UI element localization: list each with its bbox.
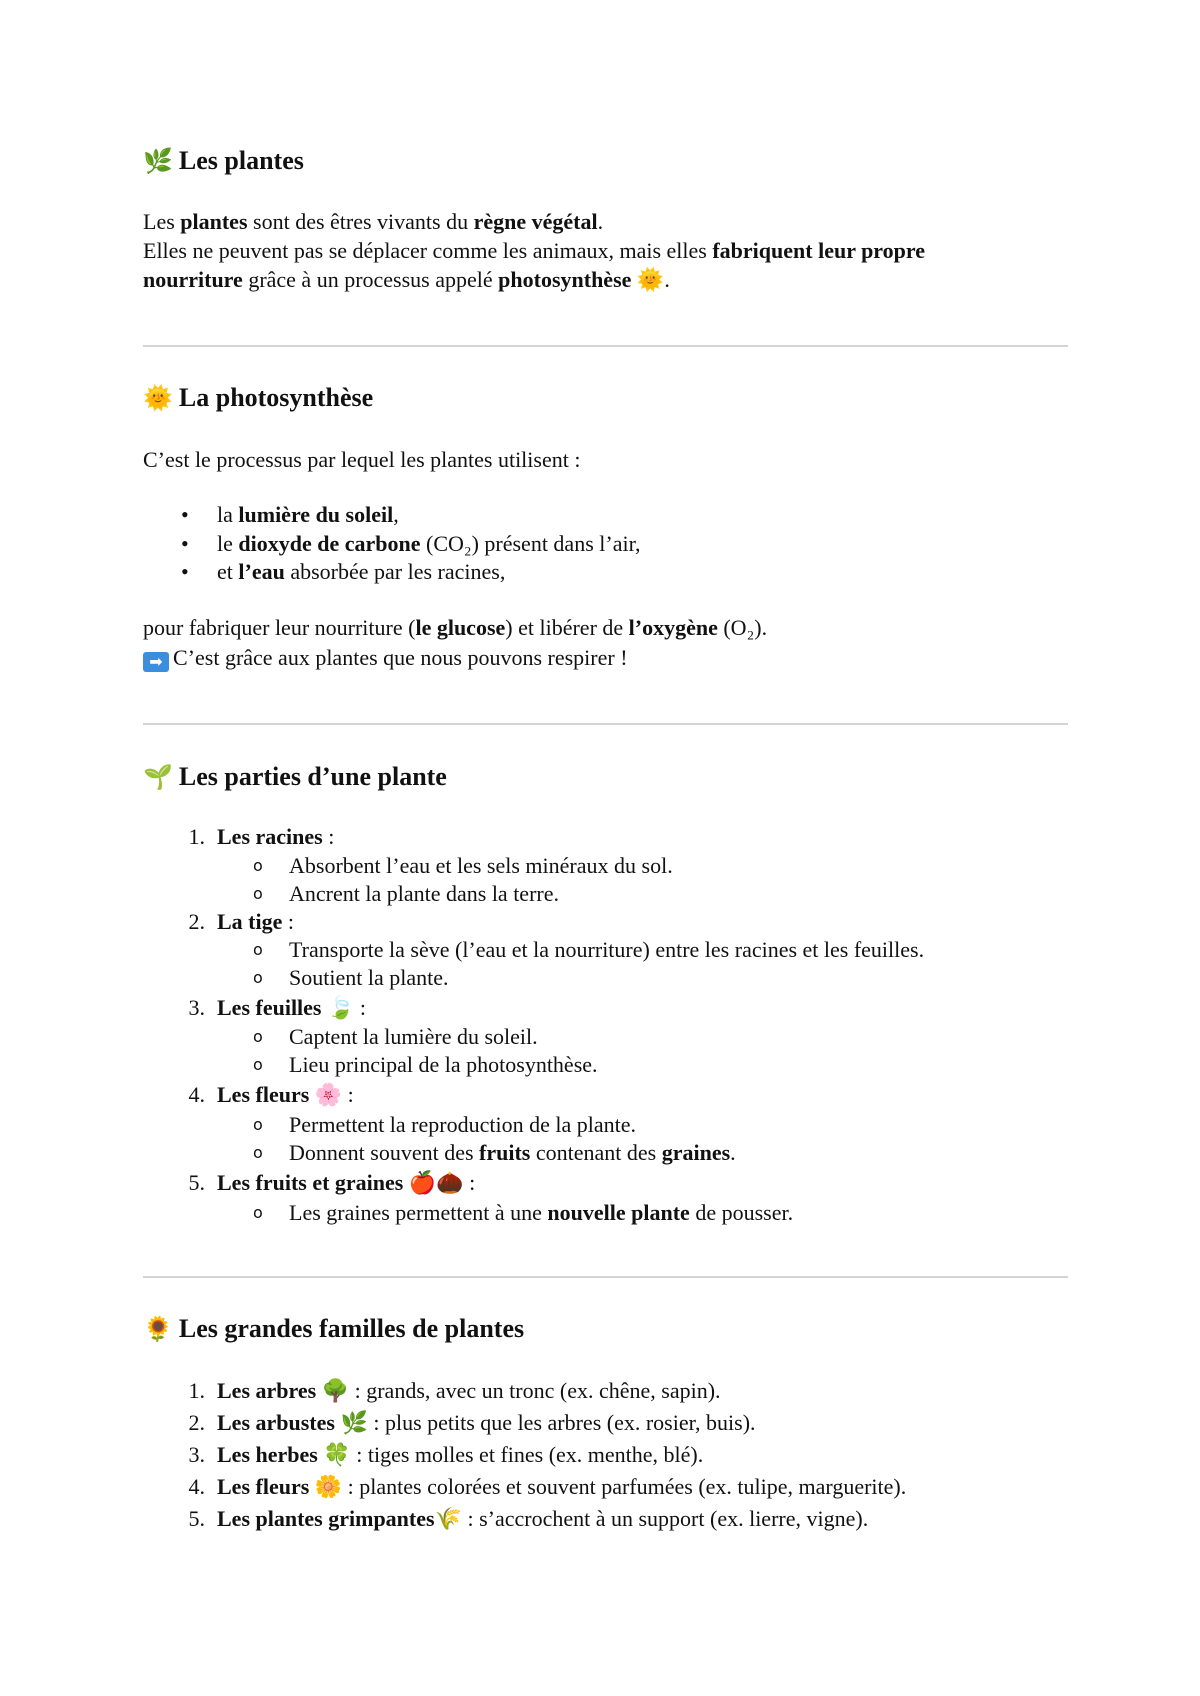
sub-item <box>143 1050 598 1079</box>
bold-text: La tige <box>217 909 283 934</box>
circle-marker: o <box>253 1055 263 1074</box>
bold-text: Les feuilles <box>217 995 322 1020</box>
text: . <box>664 267 670 292</box>
bold-text: fabriquent leur propre <box>712 238 926 263</box>
bold-text: Les arbres <box>217 1378 317 1403</box>
herb-icon: 🌿 <box>143 147 173 175</box>
numbered-item <box>143 993 366 1022</box>
circle-marker: o <box>253 856 263 875</box>
text: Permettent la reproduction de la plante. <box>289 1112 636 1137</box>
paragraph-line <box>143 613 767 642</box>
list-item <box>143 500 399 529</box>
sub-item <box>143 935 924 964</box>
leaf-icon: 🍃 <box>327 996 355 1021</box>
bold-text: l’oxygène <box>628 615 718 640</box>
sun-icon: 🌞 <box>143 384 173 412</box>
bold-text: Les fleurs <box>217 1474 310 1499</box>
paragraph-line <box>143 265 670 294</box>
text: le <box>217 531 239 556</box>
numbered-item <box>143 1504 868 1533</box>
text: Ancrent la plante dans la terre. <box>289 881 559 906</box>
text: la <box>217 502 239 527</box>
bold-text: le glucose <box>415 615 506 640</box>
number-marker: 2. <box>188 1410 205 1435</box>
numbered-item <box>143 1472 906 1501</box>
text: Captent la lumière du soleil. <box>289 1024 538 1049</box>
bullet-marker: • <box>181 559 189 584</box>
text: : plantes colorées et souvent parfumées (ex. tulipe, marguerite). <box>342 1474 907 1499</box>
arrow-right-icon: ➡ <box>143 652 169 672</box>
bold-text: l’eau <box>238 559 285 584</box>
heading-text: Les plantes <box>178 146 304 175</box>
bullet-marker: • <box>181 502 189 527</box>
text: : plus petits que les arbres (ex. rosier, buis). <box>367 1410 756 1435</box>
paragraph-line <box>143 236 925 265</box>
sub-item <box>143 879 559 908</box>
tree-icon: 🌳 <box>321 1379 350 1404</box>
bold-text: Les arbustes <box>217 1410 335 1435</box>
vine-icon: 🌾 <box>434 1507 462 1532</box>
bold-text: fruits <box>479 1140 531 1165</box>
bold-text: graines <box>661 1140 731 1165</box>
bold-text: plantes <box>180 209 248 234</box>
horizontal-rule <box>143 345 1068 347</box>
number-marker: 4. <box>188 1474 205 1499</box>
bold-text: lumière du soleil <box>238 502 394 527</box>
blossom-icon: 🌸 <box>314 1083 343 1108</box>
text: Les graines permettent à une <box>289 1200 548 1225</box>
sub-item <box>143 1138 736 1167</box>
text: Soutient la plante. <box>289 965 449 990</box>
text: contenant des <box>530 1140 662 1165</box>
text: Transporte la sève (l’eau et la nourriture) entre les racines et les feuilles. <box>289 937 925 962</box>
text: Absorbent l’eau et les sels minéraux du sol. <box>289 853 673 878</box>
list-item <box>143 529 641 558</box>
sub-item <box>143 851 673 880</box>
bold-text: Les plantes grimpantes <box>217 1506 435 1531</box>
text: Lieu principal de la photosynthèse. <box>289 1052 598 1077</box>
heading-les-plantes <box>143 146 304 176</box>
text: Donnent souvent des <box>289 1140 480 1165</box>
sub-item <box>143 1022 538 1051</box>
bold-text: dioxyde de carbone <box>238 531 421 556</box>
number-marker: 4. <box>188 1082 205 1107</box>
numbered-item <box>143 1168 475 1197</box>
circle-marker: o <box>253 1203 263 1222</box>
number-marker: 2. <box>188 909 205 934</box>
sub-item <box>143 1198 793 1227</box>
numbered-item <box>143 1376 721 1405</box>
text: absorbée par les racines, <box>284 559 506 584</box>
bold-text: Les fruits et graines <box>217 1170 404 1195</box>
seedling-icon: 🌱 <box>143 763 173 791</box>
text: , <box>393 502 399 527</box>
paragraph-line <box>143 643 628 672</box>
heading-photosynthese <box>143 383 373 413</box>
text: : grands, avec un tronc (ex. chêne, sapin). <box>349 1378 721 1403</box>
heading-parties-plante <box>143 762 447 792</box>
text: pour fabriquer leur nourriture ( <box>143 615 416 640</box>
herb-icon: 🌿 <box>340 1411 368 1436</box>
number-marker: 1. <box>188 824 205 849</box>
heading-text: Les parties d’une plante <box>178 762 447 791</box>
horizontal-rule <box>143 723 1068 725</box>
daisy-icon: 🌼 <box>314 1475 343 1500</box>
numbered-item <box>143 907 294 936</box>
heading-text: Les grandes familles de plantes <box>178 1314 525 1343</box>
list-item <box>143 557 505 586</box>
bold-text: Les herbes <box>217 1442 318 1467</box>
paragraph-line <box>143 207 603 236</box>
numbered-item <box>143 822 334 851</box>
numbered-item <box>143 1440 703 1469</box>
circle-marker: o <box>253 1143 263 1162</box>
chestnut-icon: 🌰 <box>436 1171 464 1196</box>
bold-text: nouvelle plante <box>547 1200 690 1225</box>
number-marker: 5. <box>188 1170 205 1195</box>
number-marker: 5. <box>188 1506 205 1531</box>
text: : <box>463 1170 476 1195</box>
bold-text: Les fleurs <box>217 1082 310 1107</box>
number-marker: 3. <box>188 995 205 1020</box>
text: . <box>730 1140 736 1165</box>
text: grâce à un processus appelé <box>242 267 499 292</box>
bullet-marker: • <box>181 531 189 556</box>
circle-marker: o <box>253 884 263 903</box>
heading-text: La photosynthèse <box>178 383 374 412</box>
apple-icon: 🍎 <box>408 1171 437 1196</box>
text: : <box>354 995 367 1020</box>
number-marker: 1. <box>188 1378 205 1403</box>
text: ) et libérer de <box>505 615 629 640</box>
sub-item <box>143 963 448 992</box>
bold-text: nourriture <box>143 267 243 292</box>
text: de pousser. <box>689 1200 794 1225</box>
sub-item <box>143 1110 636 1139</box>
circle-marker: o <box>253 940 263 959</box>
text: : <box>342 1082 354 1107</box>
number-marker: 3. <box>188 1442 205 1467</box>
text: C’est grâce aux plantes que nous pouvons respirer ! <box>173 645 628 670</box>
paragraph-line: C’est le processus par lequel les plantes utilisent : <box>143 447 581 472</box>
text: . <box>597 209 604 234</box>
circle-marker: o <box>253 1027 263 1046</box>
text: et <box>217 559 239 584</box>
text: Elles ne peuvent pas se déplacer comme les animaux, mais elles <box>143 238 713 263</box>
text: : <box>322 824 335 849</box>
text: (CO₂) présent dans l’air, <box>420 531 641 556</box>
heading-grandes-familles <box>143 1314 524 1344</box>
text: Les <box>143 209 181 234</box>
sun-icon: 🌞 <box>636 268 665 293</box>
text: : tiges molles et fines (ex. menthe, blé). <box>350 1442 704 1467</box>
numbered-item <box>143 1080 354 1109</box>
horizontal-rule <box>143 1276 1068 1278</box>
bold-text: photosynthèse <box>498 267 632 292</box>
sunflower-icon: 🌻 <box>143 1315 173 1343</box>
bold-text: règne végétal <box>473 209 598 234</box>
circle-marker: o <box>253 1115 263 1134</box>
text: : s’accrochent à un support (ex. lierre, vigne). <box>461 1506 869 1531</box>
text: (O₂). <box>717 615 768 640</box>
text: sont des êtres vivants du <box>247 209 474 234</box>
circle-marker: o <box>253 968 263 987</box>
clover-icon: 🍀 <box>323 1443 351 1468</box>
text: : <box>282 909 295 934</box>
numbered-item <box>143 1408 756 1437</box>
bold-text: Les racines <box>217 824 323 849</box>
